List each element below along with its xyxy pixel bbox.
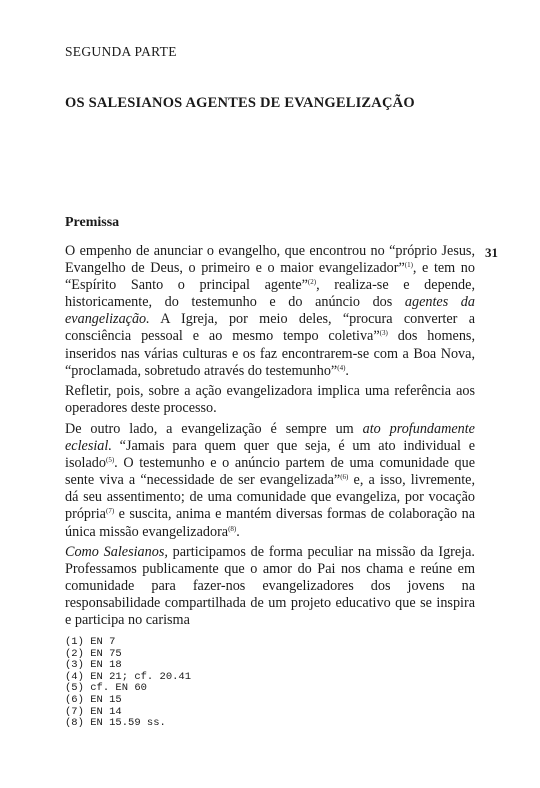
footnote-text: EN 15.59 ss.	[90, 717, 166, 730]
text-run: .	[236, 523, 240, 540]
footnote-number: (8)	[65, 717, 84, 730]
footnote-ref: (1)	[404, 261, 413, 270]
chapter-title: OS SALESIANOS AGENTES DE EVANGELIZAÇÃO	[65, 95, 415, 111]
text-run: , e tem no “Espírito Santo o principal agente”	[65, 260, 475, 294]
section-heading: Premissa	[65, 215, 120, 230]
emphasis-text: Como Salesianos,	[65, 544, 168, 561]
body-text	[65, 243, 475, 633]
footnote-number: (4)	[65, 670, 84, 683]
margin-paragraph-number: 31	[485, 245, 498, 260]
text-run: . O testemunho e o anúncio partem de uma comunidade que sente viva a “necessidade de ser evangelizada”	[65, 455, 475, 489]
footnote-number: (2)	[65, 647, 84, 660]
text-run: De outro lado, a evangelização é sempre um	[65, 420, 363, 437]
footnote-ref: (4)	[337, 363, 346, 372]
footnote-number: (6)	[65, 693, 84, 706]
text-run: e, a isso, livremente, dá seu assentimento; de uma comunidade que evangeliza, por vocação própria	[65, 472, 475, 523]
footnote-text: cf. EN 60	[90, 682, 147, 695]
emphasis-text: ato profundamente eclesial.	[65, 420, 475, 455]
footnote	[65, 637, 191, 649]
text-run: e suscita, anima e mantém diversas formas de colaboração na única missão evangelizadora	[65, 506, 475, 540]
footnote-ref: (2)	[307, 278, 317, 287]
footnote-text: EN 21; cf. 20.41	[90, 670, 192, 683]
text-run: A Igreja, por meio deles, “procura converter a consciência pessoal e ao mesmo tempo coletiva”	[65, 311, 475, 345]
paragraph-3	[65, 421, 475, 541]
footnote-text: EN 15	[90, 693, 122, 706]
paragraph-4	[65, 544, 475, 629]
paragraph-2: Refletir, pois, sobre a ação evangelizadora implica uma referência aos operadores deste processo.	[65, 383, 475, 417]
text-run: , realiza-se e depende, historicamente, do testemunho e do anúncio dos	[65, 277, 475, 311]
text-run: “Jamais para quem quer que seja, é um ato individual e isolado	[65, 438, 475, 472]
text-run: O empenho de anunciar o evangelho, que encontrou no “próprio Jesus, Evangelho de Deus, o primeiro e o maior evangelizador”	[65, 243, 475, 277]
part-label: SEGUNDA PARTE	[65, 44, 177, 59]
paragraph-1	[65, 243, 475, 380]
footnote-ref: (5)	[105, 456, 115, 465]
footnote-ref: (8)	[228, 524, 237, 533]
emphasis-text: agentes da evangelização.	[65, 294, 475, 328]
footnote-ref: (3)	[379, 329, 388, 338]
footnote-ref: (7)	[105, 507, 115, 516]
footnote-number: (3)	[65, 659, 84, 672]
footnote-ref: (6)	[340, 473, 349, 482]
footnote-number: (7)	[65, 705, 84, 718]
footnote	[65, 695, 191, 707]
text-run: .	[345, 362, 349, 379]
footnote-text: EN 7	[90, 636, 116, 648]
footnote-text: EN 75	[90, 647, 122, 660]
footnote-text: EN 18	[90, 659, 122, 672]
footnote-number: (1)	[65, 636, 84, 648]
footnote-text: EN 14	[90, 705, 122, 718]
footnotes	[65, 637, 191, 730]
footnote	[65, 718, 191, 730]
text-run: participamos de forma peculiar na missão da Igreja. Professamos publicamente que o amor do Pai nos chama e reúne em comunidade para fazer-nos evangelizadores dos jovens na responsabilidade compartilhada de um projeto educativo que se inspira e participa no carisma	[65, 544, 475, 629]
footnote-number: (5)	[65, 682, 84, 695]
text-run: dos homens, inseridos nas várias culturas e os faz encontrarem-se com a Boa Nova, “proclamada, sobretudo através do testemunho”	[65, 328, 475, 379]
